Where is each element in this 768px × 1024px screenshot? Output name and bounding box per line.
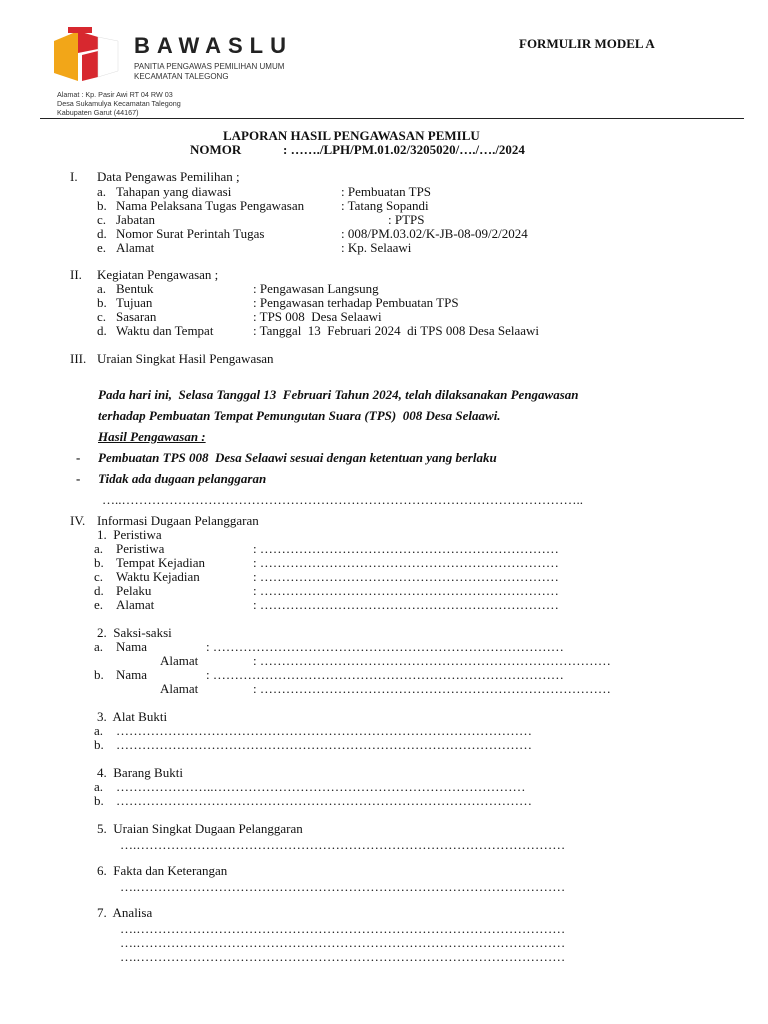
sub1-label-d: Pelaku	[116, 583, 152, 598]
s1-label-b: Nama Pelaksana Tugas Pengawasan	[116, 198, 305, 213]
sub4-key-b: b.	[94, 793, 104, 808]
sub2-value-b-nama: : ………………………………………………………………………	[206, 667, 564, 682]
sub3-value-b: ……………………………………………………………………………………	[116, 737, 532, 752]
sub5-title: 5. Uraian Singkat Dugaan Pelanggaran	[97, 821, 303, 836]
sub2-label-b-nama: Nama	[116, 667, 148, 682]
section-4-heading: Informasi Dugaan Pelanggaran	[97, 513, 259, 528]
sub3-key-a: a.	[94, 723, 104, 738]
sub1-label-b: Tempat Kejadian	[116, 555, 205, 570]
sub1-value-e: : ……………………………………………………………	[253, 597, 559, 612]
s2-value-a: : Pengawasan Langsung	[253, 281, 379, 296]
sub2-label-a-nama: Nama	[116, 639, 148, 654]
s1-label-a: Tahapan yang diawasi	[116, 184, 232, 199]
sub2-key-b: b.	[94, 667, 104, 682]
hasil-label: Hasil Pengawasan :	[98, 429, 206, 444]
bullet-dash-2: -	[76, 471, 81, 486]
bullet-text-1: Pembuatan TPS 008 Desa Selaawi sesuai dengan ketentuan yang berlaku	[98, 450, 497, 465]
address-line-3: Kabupaten Garut (44167)	[57, 108, 139, 117]
sub6-dots: ….………………………………………………………………………………………	[120, 879, 566, 894]
sub3-title: 3. Alat Bukti	[97, 709, 168, 724]
s1-key-a: a.	[97, 184, 107, 199]
s2-label-a: Bentuk	[116, 281, 154, 296]
sub1-key-d: d.	[94, 583, 104, 598]
s1-value-e: : Kp. Selaawi	[341, 240, 412, 255]
bullet-text-2: Tidak ada dugaan pelanggaran	[98, 471, 267, 486]
sub5-dots: ….………………………………………………………………………………………	[120, 837, 566, 852]
sub3-value-a: ……………………………………………………………………………………	[116, 723, 532, 738]
sub2-value-a-alamat: : ………………………………………………………………………	[253, 653, 611, 668]
sub1-label-c: Waktu Kejadian	[116, 569, 200, 584]
address-line-2: Desa Sukamulya Kecamatan Talegong	[57, 99, 181, 108]
s2-value-b: : Pengawasan terhadap Pembuatan TPS	[253, 295, 459, 310]
header-divider	[40, 118, 744, 119]
sub2-key-a: a.	[94, 639, 104, 654]
s1-key-c: c.	[97, 212, 107, 227]
sub1-label-e: Alamat	[116, 597, 155, 612]
sub4-value-b: ……………………………………………………………………………………	[116, 793, 532, 808]
s1-value-b: : Tatang Sopandi	[341, 198, 429, 213]
summary-para-line-2: terhadap Pembuatan Tempat Pemungutan Suara (TPS) 008 Desa Selaawi.	[98, 408, 501, 423]
sub6-title: 6. Fakta dan Keterangan	[97, 863, 228, 878]
summary-para-line-1: Pada hari ini, Selasa Tanggal 13 Februari Tahun 2024, telah dilaksanakan Pengawasan	[98, 387, 579, 402]
s1-value-c: : PTPS	[388, 212, 425, 227]
form-label: FORMULIR MODEL A	[519, 36, 655, 51]
sub1-value-a: : ……………………………………………………………	[253, 541, 559, 556]
sub7-dots-3: ….………………………………………………………………………………………	[120, 949, 566, 964]
s1-key-e: e.	[97, 240, 107, 255]
section-1-num: I.	[70, 169, 78, 184]
report-title: LAPORAN HASIL PENGAWASAN PEMILU	[223, 128, 480, 143]
s1-label-e: Alamat	[116, 240, 155, 255]
section-1-heading: Data Pengawas Pemilihan ;	[97, 169, 240, 184]
section-3-num: III.	[70, 351, 87, 366]
sub7-title: 7. Analisa	[97, 905, 153, 920]
s2-key-b: b.	[97, 295, 107, 310]
sub4-title: 4. Barang Bukti	[97, 765, 183, 780]
s1-label-c: Jabatan	[116, 212, 155, 227]
s2-key-a: a.	[97, 281, 107, 296]
s2-value-c: : TPS 008 Desa Selaawi	[253, 309, 382, 324]
s2-value-d: : Tanggal 13 Februari 2024 di TPS 008 Desa Selaawi	[253, 323, 540, 338]
nomor-label: NOMOR	[190, 142, 242, 157]
section-3-heading: Uraian Singkat Hasil Pengawasan	[97, 351, 274, 366]
section-2-num: II.	[70, 267, 82, 282]
sub1-key-b: b.	[94, 555, 104, 570]
section-2-heading: Kegiatan Pengawasan ;	[97, 267, 219, 282]
sub4-key-a: a.	[94, 779, 104, 794]
s1-key-b: b.	[97, 198, 107, 213]
s2-label-c: Sasaran	[116, 309, 157, 324]
bullet-dash-1: -	[76, 450, 81, 465]
sub1-key-c: c.	[94, 569, 104, 584]
sub2-label-b-alamat: Alamat	[160, 681, 199, 696]
s1-label-d: Nomor Surat Perintah Tugas	[116, 226, 265, 241]
sub1-value-b: : ……………………………………………………………	[253, 555, 559, 570]
s2-label-d: Waktu dan Tempat	[116, 323, 214, 338]
sub1-value-c: : ……………………………………………………………	[253, 569, 559, 584]
sub1-key-a: a.	[94, 541, 104, 556]
brand-name: BAWASLU	[134, 33, 293, 58]
address-line-1: Alamat : Kp. Pasir Awi RT 04 RW 03	[57, 90, 173, 99]
sub4-value-a: …………………..………………………………………………………………	[116, 779, 526, 794]
sub2-label-a-alamat: Alamat	[160, 653, 199, 668]
sub2-value-b-alamat: : ………………………………………………………………………	[253, 681, 611, 696]
s1-key-d: d.	[97, 226, 107, 241]
nomor-value: : ……./LPH/PM.01.02/3205020/…./…./2024	[283, 142, 525, 157]
s2-key-c: c.	[97, 309, 107, 324]
s1-value-a: : Pembuatan TPS	[341, 184, 432, 199]
org-line-1: PANITIA PENGAWAS PEMILIHAN UMUM	[134, 62, 285, 71]
sub2-title: 2. Saksi-saksi	[97, 625, 172, 640]
s2-key-d: d.	[97, 323, 107, 338]
sub1-key-e: e.	[94, 597, 104, 612]
sub2-value-a-nama: : ………………………………………………………………………	[206, 639, 564, 654]
section-3-dots: …..……………………………………………………………………………………………..	[102, 492, 583, 507]
bawaslu-logo-icon	[52, 27, 124, 85]
sub7-dots-2: ….………………………………………………………………………………………	[120, 935, 566, 950]
org-line-2: KECAMATAN TALEGONG	[134, 72, 229, 81]
section-4-num: IV.	[70, 513, 86, 528]
sub1-title: 1. Peristiwa	[97, 527, 162, 542]
sub1-value-d: : ……………………………………………………………	[253, 583, 559, 598]
sub1-label-a: Peristiwa	[116, 541, 165, 556]
s2-label-b: Tujuan	[116, 295, 153, 310]
sub3-key-b: b.	[94, 737, 104, 752]
s1-value-d: : 008/PM.03.02/K-JB-08-09/2/2024	[341, 226, 528, 241]
sub7-dots-1: ….………………………………………………………………………………………	[120, 921, 566, 936]
